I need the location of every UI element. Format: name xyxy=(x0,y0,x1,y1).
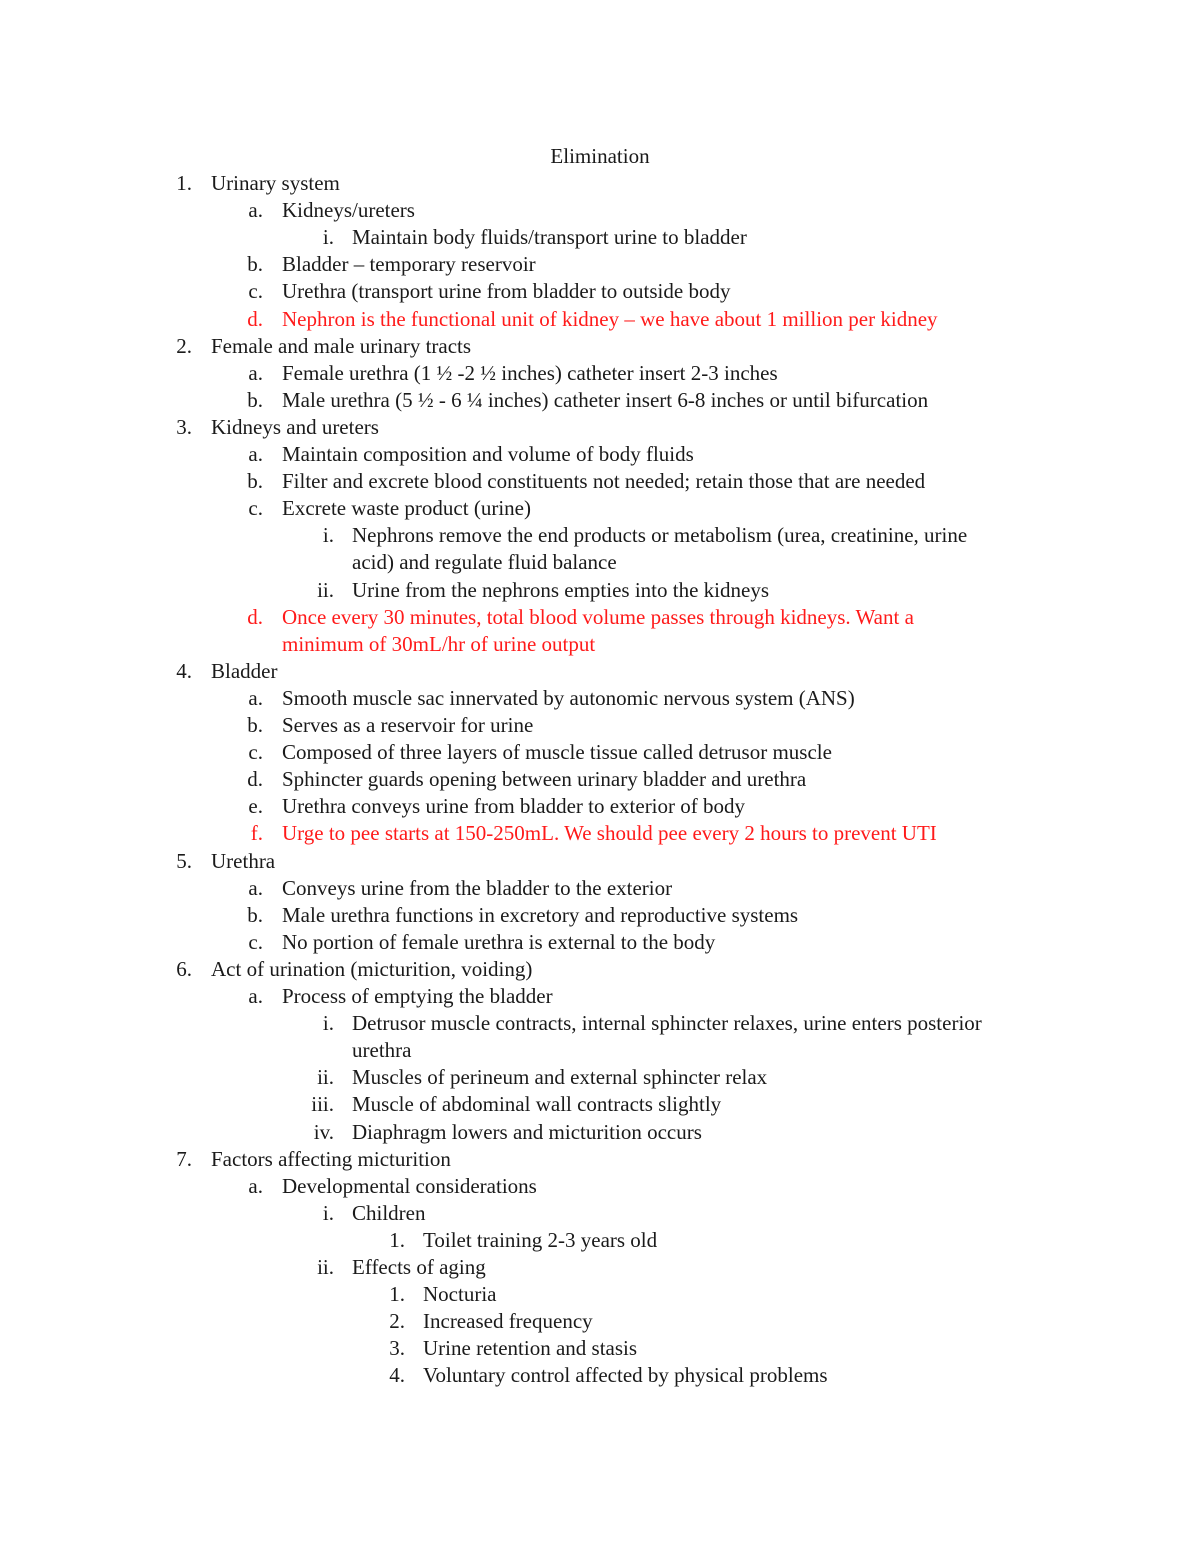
subitem-marker: i. xyxy=(322,1200,334,1225)
item-marker: d. xyxy=(247,767,263,792)
item-text: Urethra (transport urine from bladder to outside body xyxy=(282,279,731,304)
section-marker: 6. xyxy=(176,956,192,981)
item-text: Smooth muscle sac innervated by autonomic nervous system (ANS) xyxy=(282,685,855,710)
subitem-marker: ii. xyxy=(317,1065,334,1090)
item-marker: b. xyxy=(247,713,263,737)
item-marker: a. xyxy=(248,1173,263,1198)
item-marker: a. xyxy=(248,685,263,710)
item-marker: a. xyxy=(248,984,263,1008)
item-marker: f. xyxy=(250,821,263,846)
item-marker: a. xyxy=(248,442,263,466)
section-text: Female and male urinary tracts xyxy=(211,333,472,358)
item-text: Urge to pee starts at 150-250mL. We should pee every 2 hours to prevent UTI xyxy=(282,821,937,846)
section-marker: 7. xyxy=(176,1146,192,1171)
item-text: No portion of female urethra is external to the body xyxy=(282,929,716,954)
item-marker: e. xyxy=(248,794,263,819)
item-text: Conveys urine from the bladder to the exterior xyxy=(282,875,673,900)
item-text: Nephron is the functional unit of kidney – we have about 1 million per kidney xyxy=(282,306,938,331)
section-text: Urethra xyxy=(211,848,276,873)
subitem-text: urethra xyxy=(352,1038,412,1063)
item-text: Developmental considerations xyxy=(282,1173,537,1198)
subitem-text: Maintain body fluids/transport urine to bladder xyxy=(352,225,747,250)
document-title: Elimination xyxy=(550,144,650,168)
item-text: Serves as a reservoir for urine xyxy=(282,713,534,737)
section-text: Act of urination (micturition, voiding) xyxy=(211,956,533,981)
item-marker: a. xyxy=(248,198,263,223)
item-text: Female urethra (1 ½ -2 ½ inches) catheter insert 2-3 inches xyxy=(282,360,778,385)
subsubitem-marker: 2. xyxy=(389,1309,405,1334)
section-marker: 2. xyxy=(176,333,192,358)
item-text: Filter and excrete blood constituents not needed; retain those that are needed xyxy=(282,469,926,494)
item-text: Kidneys/ureters xyxy=(282,198,415,223)
subsubitem-marker: 4. xyxy=(389,1363,405,1388)
item-text: Urethra conveys urine from bladder to exterior of body xyxy=(282,794,746,819)
subsubitem-marker: 3. xyxy=(389,1336,405,1361)
item-text: Male urethra (5 ½ - 6 ¼ inches) catheter insert 6-8 inches or until bifurcation xyxy=(282,387,929,412)
item-text: Excrete waste product (urine) xyxy=(282,496,531,521)
subitem-text: Effects of aging xyxy=(352,1255,486,1279)
item-marker: b. xyxy=(247,387,263,412)
item-marker: b. xyxy=(247,902,263,927)
subitem-marker: iv. xyxy=(313,1119,334,1144)
subitem-marker: i. xyxy=(322,225,334,250)
item-marker: d. xyxy=(247,306,263,331)
subsubitem-text: Urine retention and stasis xyxy=(423,1336,638,1361)
subitem-text: acid) and regulate fluid balance xyxy=(352,550,617,575)
subitem-text: Detrusor muscle contracts, internal sphincter relaxes, urine enters posterior xyxy=(352,1011,982,1036)
section-marker: 1. xyxy=(176,171,192,195)
subitem-text: Urine from the nephrons empties into the kidneys xyxy=(352,577,769,602)
subitem-text: Muscle of abdominal wall contracts slightly xyxy=(352,1092,722,1117)
subitem-marker: ii. xyxy=(317,1255,334,1279)
item-text: Once every 30 minutes, total blood volume passes through kidneys. Want a xyxy=(282,604,914,629)
section-marker: 4. xyxy=(176,658,192,683)
subitem-text: Children xyxy=(352,1200,426,1225)
item-marker: a. xyxy=(248,875,263,900)
subitem-text: Diaphragm lowers and micturition occurs xyxy=(352,1119,702,1144)
subsubitem-text: Nocturia xyxy=(423,1282,497,1307)
subitem-text: Muscles of perineum and external sphincter relax xyxy=(352,1065,768,1090)
item-marker: c. xyxy=(248,929,263,954)
item-marker: c. xyxy=(248,496,263,521)
section-text: Kidneys and ureters xyxy=(211,414,379,439)
subitem-marker: i. xyxy=(322,1011,334,1036)
section-marker: 3. xyxy=(176,414,192,439)
item-text: minimum of 30mL/hr of urine output xyxy=(282,631,596,656)
subsubitem-marker: 1. xyxy=(389,1227,405,1252)
section-marker: 5. xyxy=(176,848,192,873)
subitem-text: Nephrons remove the end products or metabolism (urea, creatinine, urine xyxy=(352,523,968,548)
item-marker: b. xyxy=(247,469,263,494)
item-text: Composed of three layers of muscle tissue called detrusor muscle xyxy=(282,740,832,765)
subsubitem-marker: 1. xyxy=(389,1282,405,1307)
item-text: Bladder – temporary reservoir xyxy=(282,252,536,277)
item-text: Male urethra functions in excretory and reproductive systems xyxy=(282,902,799,927)
subsubitem-text: Toilet training 2-3 years old xyxy=(423,1227,658,1252)
item-marker: c. xyxy=(248,740,263,765)
subitem-marker: ii. xyxy=(317,577,334,602)
subitem-marker: iii. xyxy=(311,1092,334,1117)
item-marker: c. xyxy=(248,279,263,304)
item-marker: b. xyxy=(247,252,263,277)
section-text: Bladder xyxy=(211,658,278,683)
section-text: Factors affecting micturition xyxy=(211,1146,451,1171)
subsubitem-text: Increased frequency xyxy=(423,1309,593,1334)
item-marker: d. xyxy=(247,604,263,629)
subitem-marker: i. xyxy=(322,523,334,548)
item-marker: a. xyxy=(248,360,263,385)
section-text: Urinary system xyxy=(211,171,340,195)
item-text: Maintain composition and volume of body fluids xyxy=(282,442,694,466)
subsubitem-text: Voluntary control affected by physical problems xyxy=(423,1363,828,1388)
item-text: Sphincter guards opening between urinary bladder and urethra xyxy=(282,767,807,792)
item-text: Process of emptying the bladder xyxy=(282,984,553,1008)
